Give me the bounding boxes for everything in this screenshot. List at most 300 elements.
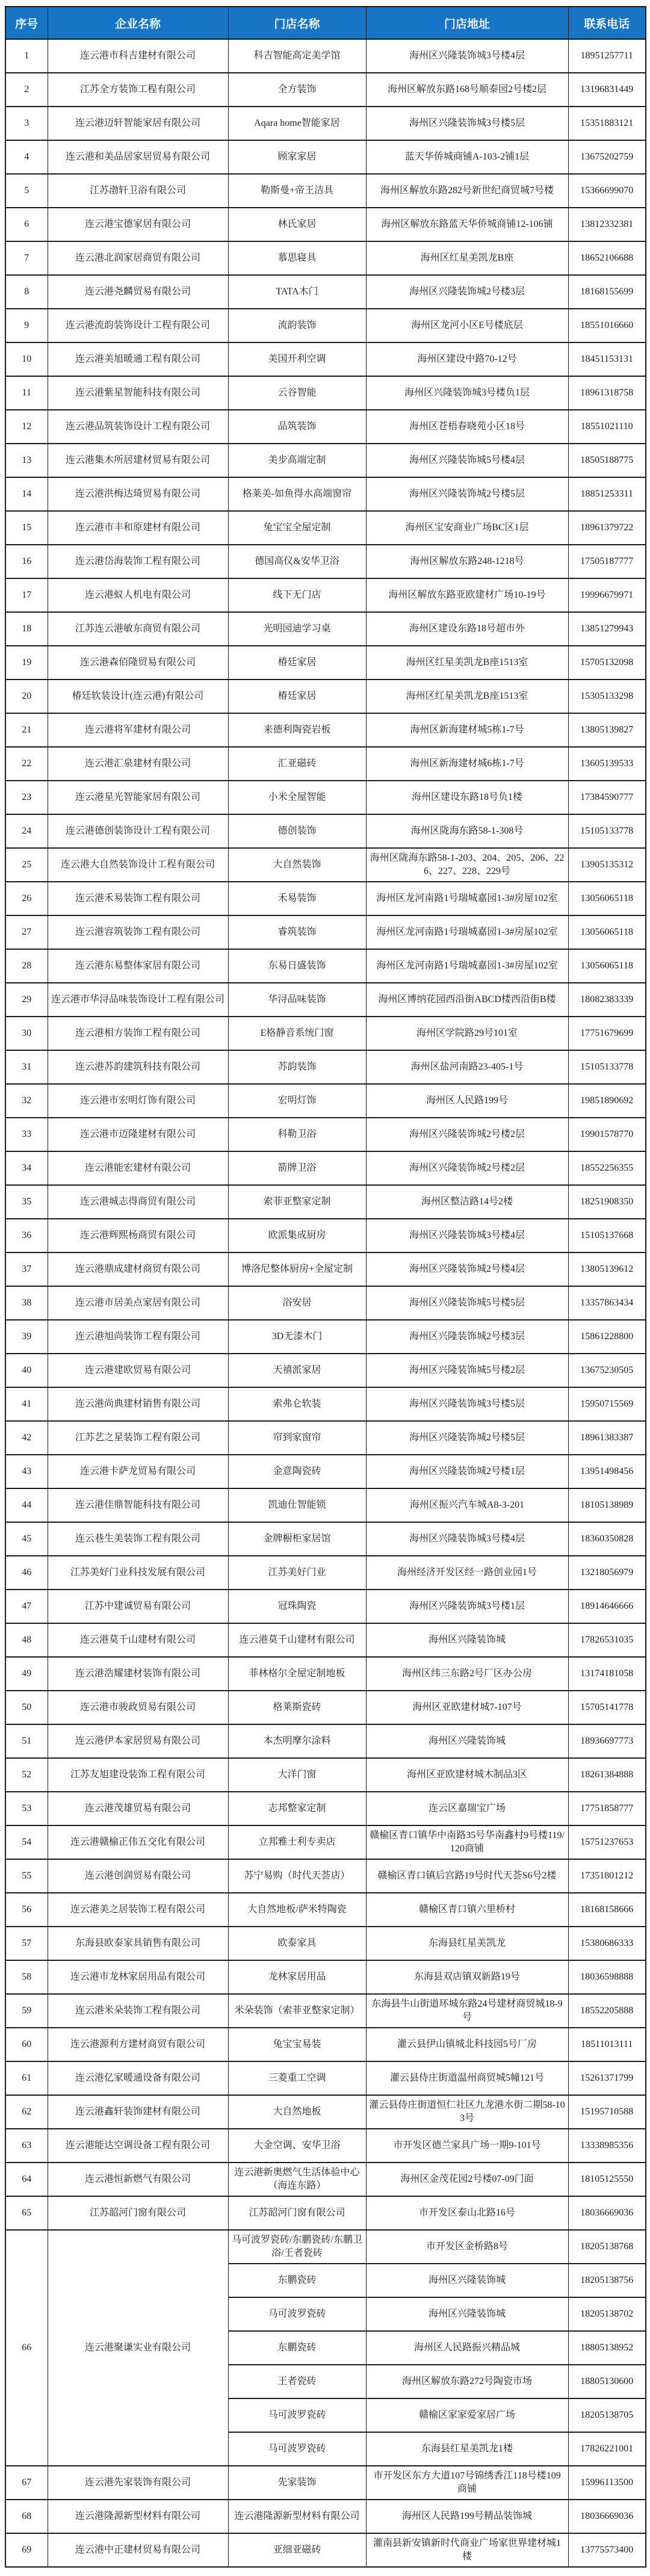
company-name-cell: 连云港创润贸易有限公司 (48, 1859, 228, 1893)
table-row (5, 1286, 646, 1320)
company-name-cell: 连云港市迈隆建材有限公司 (48, 1118, 228, 1151)
store-name-cell: 大自然地板/萨米特陶瓷 (228, 1893, 366, 1927)
phone-cell: 18451153131 (568, 342, 646, 376)
company-name-cell: 连云港市华浔品味装饰设计工程有限公司 (48, 983, 228, 1017)
row-number-cell: 44 (5, 1488, 48, 1522)
phone-cell: 13357863434 (568, 1286, 646, 1320)
store-name-cell: 宏明灯饰 (228, 1084, 366, 1118)
store-address-cell: 海州区兴隆装饰城3号楼5层 (366, 107, 568, 140)
store-address-cell: 海州区盐河南路23-405-1号 (366, 1050, 568, 1084)
store-name-cell: 金牌橱柜家居馆 (228, 1522, 366, 1556)
row-number-cell: 10 (5, 342, 48, 376)
phone-cell: 13675230505 (568, 1354, 646, 1387)
store-address-cell: 海州区苍梧春晓苑小区18号 (366, 410, 568, 444)
phone-cell: 13675202759 (568, 140, 646, 174)
store-address-cell: 海州区学院路29号101室 (366, 1017, 568, 1050)
table-row (5, 1724, 646, 1758)
store-address-cell: 海州区兴隆装饰城2号楼2层 (366, 1118, 568, 1151)
row-number-cell: 59 (5, 1994, 48, 2028)
company-name-cell: 连云港亿家暖通设备有限公司 (48, 2061, 228, 2095)
store-name-cell: 江苏美好门业 (228, 1556, 366, 1590)
store-name-cell: 欧泰家具 (228, 1927, 366, 1960)
phone-cell: 13056065118 (568, 882, 646, 915)
table-row (5, 342, 646, 376)
company-name-cell: 连云港米朵装饰工程有限公司 (48, 1994, 228, 2028)
store-address-cell: 海州区解放东路272号陶瓷市场 (366, 2365, 568, 2398)
store-address-cell: 海州区兴隆装饰城 (366, 2297, 568, 2331)
row-number-cell: 51 (5, 1724, 48, 1758)
row-number-cell: 69 (5, 2533, 48, 2567)
store-address-cell: 海州区兴隆装饰城5号楼2层 (366, 1354, 568, 1387)
phone-cell: 19851890692 (568, 1084, 646, 1118)
company-name-cell: 连云港市宏明灯饰有限公司 (48, 1084, 228, 1118)
company-name-cell: 连云港市丰和原建材有限公司 (48, 511, 228, 545)
row-number-cell: 39 (5, 1320, 48, 1354)
row-number-cell: 2 (5, 73, 48, 107)
phone-cell: 13851279943 (568, 612, 646, 646)
table-row (5, 140, 646, 174)
store-name-cell: 帘到家窗帘 (228, 1421, 366, 1455)
table-row (5, 1488, 646, 1522)
phone-cell: 15705141778 (568, 1691, 646, 1724)
table-row (5, 208, 646, 241)
table-row (5, 612, 646, 646)
phone-cell: 18251908350 (568, 1185, 646, 1219)
row-number-cell: 48 (5, 1623, 48, 1657)
row-number-cell: 37 (5, 1252, 48, 1286)
table-row (5, 1151, 646, 1185)
company-name-cell: 连云港建欧贸易有限公司 (48, 1354, 228, 1387)
store-address-cell: 海州区新海建材城6栋1-7号 (366, 747, 568, 781)
row-number-cell: 64 (5, 2163, 48, 2196)
store-address-cell: 海州区人民路199号精品装饰城 (366, 2500, 568, 2533)
store-name-cell: 凯迪仕智能锁 (228, 1488, 366, 1522)
row-number-cell: 21 (5, 713, 48, 747)
row-number-cell: 52 (5, 1758, 48, 1792)
table-row (5, 781, 646, 814)
table-row (5, 1960, 646, 1994)
row-number-cell: 50 (5, 1691, 48, 1724)
store-name-cell: 德国高仪&安华卫浴 (228, 545, 366, 578)
store-address-cell: 市开发区泰山北路16号 (366, 2196, 568, 2230)
store-address-cell: 市开发区东方大道107号锦绣香江118号楼109商铺 (366, 2466, 568, 2500)
store-name-cell: 箭牌卫浴 (228, 1151, 366, 1185)
store-address-cell: 赣榆区家家爱家居广场 (366, 2398, 568, 2432)
table-row (5, 410, 646, 444)
row-number-cell: 20 (5, 680, 48, 713)
store-name-cell: 江苏韶河门窗有限公司 (228, 2196, 366, 2230)
table-row (5, 1927, 646, 1960)
table-row (5, 1017, 646, 1050)
table-row (5, 1118, 646, 1151)
table-row (5, 1084, 646, 1118)
store-name-cell: 顾家家居 (228, 140, 366, 174)
store-address-cell: 海州区博纳花园西沿街ABCD楼西沿街B楼 (366, 983, 568, 1017)
row-number-cell: 36 (5, 1219, 48, 1252)
table-row (5, 1455, 646, 1488)
store-name-cell: E格静音系统门窗 (228, 1017, 366, 1050)
store-address-cell: 灌云县侍庄街道恒仁社区九龙港水街二期58-103号 (366, 2095, 568, 2129)
phone-cell: 18205138702 (568, 2297, 646, 2331)
phone-cell: 18961379722 (568, 511, 646, 545)
table-row (5, 174, 646, 208)
store-address-cell: 海州区纬三东路2号厂区办公房 (366, 1657, 568, 1691)
store-name-cell: 苏韵装饰 (228, 1050, 366, 1084)
row-number-cell: 11 (5, 376, 48, 410)
company-name-cell: 连云港集木所居建材贸易有限公司 (48, 444, 228, 477)
company-name-cell: 连云港相方装饰工程有限公司 (48, 1017, 228, 1050)
table-row (5, 1590, 646, 1623)
store-address-cell: 海州区兴隆装饰城3号楼4层 (366, 1219, 568, 1252)
phone-cell: 15351883121 (568, 107, 646, 140)
phone-cell: 19996679971 (568, 578, 646, 612)
company-name-cell: 连云港大自然装饰设计工程有限公司 (48, 848, 228, 882)
company-name-cell: 江苏美好门业科技发展有限公司 (48, 1556, 228, 1590)
table-row (5, 1354, 646, 1387)
phone-cell: 18652106688 (568, 241, 646, 275)
store-address-cell: 海州区兴隆装饰城 (366, 1623, 568, 1657)
phone-cell: 17351801212 (568, 1859, 646, 1893)
row-number-cell: 18 (5, 612, 48, 646)
store-address-cell: 东海县双店镇双新路19号 (366, 1960, 568, 1994)
row-number-cell: 42 (5, 1421, 48, 1455)
company-name-cell: 连云港品筑装饰设计工程有限公司 (48, 410, 228, 444)
store-address-cell: 海州区解放东路248-1218号 (366, 545, 568, 578)
phone-cell: 18914646666 (568, 1590, 646, 1623)
table-row (5, 107, 646, 140)
company-name-cell: 连云港美旭暖通工程有限公司 (48, 342, 228, 376)
table-row (5, 1859, 646, 1893)
row-number-cell: 63 (5, 2129, 48, 2163)
store-address-cell: 海州区红星美凯龙B座1513室 (366, 646, 568, 680)
row-number-cell: 30 (5, 1017, 48, 1050)
row-number-cell: 7 (5, 241, 48, 275)
row-number-cell: 60 (5, 2028, 48, 2061)
store-address-cell: 灌南县新安镇新时代商业广场家世界建材城1楼 (366, 2533, 568, 2567)
company-name-cell: 连云港鼎成建材商贸有限公司 (48, 1252, 228, 1286)
phone-cell: 15195710588 (568, 2095, 646, 2129)
store-name-cell: 苏宁易购（时代天荟店） (228, 1859, 366, 1893)
store-name-cell: 品筑装饰 (228, 410, 366, 444)
row-number-cell: 68 (5, 2500, 48, 2533)
company-name-cell: 江苏友旭建设装饰工程有限公司 (48, 1758, 228, 1792)
store-name-cell: 椿廷家居 (228, 646, 366, 680)
company-name-cell: 连云港浩耀建材装饰有限公司 (48, 1657, 228, 1691)
company-stores-table (5, 6, 646, 2568)
row-number-cell: 26 (5, 882, 48, 915)
table-row (5, 275, 646, 309)
table-row (5, 2500, 646, 2533)
store-name-cell: 科勒卫浴 (228, 1118, 366, 1151)
header-col-store-name: 门店名称 (228, 7, 366, 39)
table-row (5, 2129, 646, 2163)
row-number-cell: 6 (5, 208, 48, 241)
store-name-cell: 流韵装饰 (228, 309, 366, 342)
phone-cell: 15261371799 (568, 2061, 646, 2095)
row-number-cell: 8 (5, 275, 48, 309)
store-name-cell: 禾易装饰 (228, 882, 366, 915)
store-name-cell: 小米全屋智能 (228, 781, 366, 814)
company-name-cell: 连云港森佰隆贸易有限公司 (48, 646, 228, 680)
table-row (5, 1657, 646, 1691)
store-address-cell: 海州区宝安商业广场BC区1层 (366, 511, 568, 545)
company-name-cell: 连云港聚谦实业有限公司 (48, 2230, 228, 2466)
row-number-cell: 58 (5, 1960, 48, 1994)
row-number-cell: 47 (5, 1590, 48, 1623)
company-name-cell: 连云港东易整体家居有限公司 (48, 949, 228, 983)
company-name-cell: 连云港旭尚装饰工程有限公司 (48, 1320, 228, 1354)
company-name-cell: 连云港洪梅达琦贸易有限公司 (48, 477, 228, 511)
company-name-cell: 连云港苏韵建筑科技有限公司 (48, 1050, 228, 1084)
row-number-cell: 17 (5, 578, 48, 612)
table-row (5, 1623, 646, 1657)
table-row (5, 2163, 646, 2196)
store-name-cell: 志邦整家定制 (228, 1792, 366, 1825)
row-number-cell: 56 (5, 1893, 48, 1927)
phone-cell: 18205138768 (568, 2230, 646, 2264)
store-name-cell: TATA木门 (228, 275, 366, 309)
company-name-cell: 江苏中建诚贸易有限公司 (48, 1590, 228, 1623)
phone-cell: 18551021110 (568, 410, 646, 444)
store-name-cell: 金意陶瓷砖 (228, 1455, 366, 1488)
company-name-cell: 连云港佳鼎智能科技有限公司 (48, 1488, 228, 1522)
table-row (5, 848, 646, 882)
phone-cell: 18961318758 (568, 376, 646, 410)
store-address-cell: 连云区嘉瑞宝广场 (366, 1792, 568, 1825)
table-row (5, 1994, 646, 2028)
store-name-cell: 椿廷家居 (228, 680, 366, 713)
store-address-cell: 海州区兴隆装饰城2号楼3层 (366, 275, 568, 309)
table-row (5, 915, 646, 949)
store-address-cell: 海州区兴隆装饰城3号楼5层 (366, 1387, 568, 1421)
store-address-cell: 海州区建设中路70-12号 (366, 342, 568, 376)
store-address-cell: 东海县红星美凯龙1楼 (366, 2432, 568, 2466)
company-name-cell: 连云港伊本家居贸易有限公司 (48, 1724, 228, 1758)
table-row (5, 1758, 646, 1792)
header-col-index: 序号 (5, 7, 48, 39)
company-name-cell: 连云港能宏建材有限公司 (48, 1151, 228, 1185)
table-row (5, 814, 646, 848)
store-address-cell: 海州区解放东路亚欧建材广场10-19号 (366, 578, 568, 612)
company-name-cell: 江苏全方装饰工程有限公司 (48, 73, 228, 107)
store-name-cell: 来德利陶瓷岩板 (228, 713, 366, 747)
table-row (5, 1387, 646, 1421)
row-number-cell: 22 (5, 747, 48, 781)
phone-cell: 17826221001 (568, 2432, 646, 2466)
row-number-cell: 4 (5, 140, 48, 174)
company-name-cell: 连云港莫千山建材有限公司 (48, 1623, 228, 1657)
store-name-cell: 立邦雅士利专卖店 (228, 1825, 366, 1859)
table-row (5, 444, 646, 477)
store-address-cell: 海州区龙河南路1号瑞城嘉园1-3#房屋102室 (366, 915, 568, 949)
store-name-cell: 大自然地板 (228, 2095, 366, 2129)
store-address-cell: 海州区建设东路18号负1楼 (366, 781, 568, 814)
store-address-cell: 海州区解放东路168号顺泰园2号楼2层 (366, 73, 568, 107)
company-name-cell: 椿廷软装设计(连云港)有限公司 (48, 680, 228, 713)
store-name-cell: 光明园迪学习桌 (228, 612, 366, 646)
store-address-cell: 海州区亚欧建材城木制品3区 (366, 1758, 568, 1792)
table-row (5, 1050, 646, 1084)
row-number-cell: 29 (5, 983, 48, 1017)
store-name-cell: 三菱重工空调 (228, 2061, 366, 2095)
store-name-cell: 亚细亚磁砖 (228, 2533, 366, 2567)
table-row (5, 680, 646, 713)
table-row (5, 578, 646, 612)
store-address-cell: 海州区整洁路14号2楼 (366, 1185, 568, 1219)
store-address-cell: 海州区兴隆装饰城2号楼5层 (366, 477, 568, 511)
row-number-cell: 5 (5, 174, 48, 208)
store-name-cell: 天禧派家居 (228, 1354, 366, 1387)
store-name-cell: 马可波罗瓷砖 (228, 2432, 366, 2466)
table-row (5, 747, 646, 781)
row-number-cell: 1 (5, 39, 48, 73)
store-address-cell: 蓝天华侨城商铺A-103-2铺1层 (366, 140, 568, 174)
row-number-cell: 13 (5, 444, 48, 477)
row-number-cell: 14 (5, 477, 48, 511)
table-row (5, 646, 646, 680)
store-address-cell: 海州区兴隆装饰城3号楼4层 (366, 1522, 568, 1556)
store-name-cell: 东鹏瓷砖 (228, 2264, 366, 2297)
company-name-cell: 连云港茂雄贸易有限公司 (48, 1792, 228, 1825)
company-name-cell: 连云港星光智能家居有限公司 (48, 781, 228, 814)
phone-cell: 13056065118 (568, 915, 646, 949)
store-address-cell: 海州区人民路振兴精品城 (366, 2331, 568, 2365)
table-row (5, 309, 646, 342)
store-name-cell: 科吉智能高定美学馆 (228, 39, 366, 73)
company-name-cell: 连云港尚典建材销售有限公司 (48, 1387, 228, 1421)
table-row (5, 2061, 646, 2095)
phone-cell: 18205138705 (568, 2398, 646, 2432)
table-row (5, 949, 646, 983)
table-row (5, 713, 646, 747)
store-address-cell: 海州区兴隆装饰城2号楼3层 (366, 1320, 568, 1354)
table-row (5, 241, 646, 275)
store-address-cell: 市开发区金桥路8号 (366, 2230, 568, 2264)
store-name-cell: 马可波罗瓷砖 (228, 2398, 366, 2432)
table-row (5, 511, 646, 545)
company-name-cell: 连云港恒新燃气有限公司 (48, 2163, 228, 2196)
store-name-cell: 王者瓷砖 (228, 2365, 366, 2398)
store-address-cell: 海州区振兴汽车城A8-3-201 (366, 1488, 568, 1522)
store-name-cell: 勒斯曼+帝王洁具 (228, 174, 366, 208)
company-name-cell: 连云港汇泉建材有限公司 (48, 747, 228, 781)
company-name-cell: 连云港城志得商贸有限公司 (48, 1185, 228, 1219)
phone-cell: 13605139533 (568, 747, 646, 781)
store-name-cell: 睿筑装饰 (228, 915, 366, 949)
table-row (5, 545, 646, 578)
row-number-cell: 32 (5, 1084, 48, 1118)
phone-cell: 18360350828 (568, 1522, 646, 1556)
phone-cell: 13812332381 (568, 208, 646, 241)
company-name-cell: 连云港尧麟贸易有限公司 (48, 275, 228, 309)
company-name-cell: 连云港蚁人机电有限公司 (48, 578, 228, 612)
store-name-cell: 全方装饰 (228, 73, 366, 107)
store-address-cell: 海州区解放东路蓝天华侨城商铺12-106铺 (366, 208, 568, 241)
header-col-phone: 联系电话 (568, 7, 646, 39)
store-name-cell: Aqara home智能家居 (228, 107, 366, 140)
phone-cell: 13174181058 (568, 1657, 646, 1691)
phone-cell: 15366699070 (568, 174, 646, 208)
phone-cell: 15105137668 (568, 1219, 646, 1252)
table-row (5, 1522, 646, 1556)
row-number-cell: 43 (5, 1455, 48, 1488)
row-number-cell: 62 (5, 2095, 48, 2129)
table-row (5, 477, 646, 511)
phone-cell: 15950715569 (568, 1387, 646, 1421)
store-address-cell: 海州区兴隆装饰城5号楼5层 (366, 1286, 568, 1320)
store-address-cell: 海州区兴隆装饰城2号楼2层 (366, 1151, 568, 1185)
company-name-cell: 连云港北润家居商贸有限公司 (48, 241, 228, 275)
store-name-cell: 云谷智能 (228, 376, 366, 410)
table-row (5, 2466, 646, 2500)
company-name-cell: 连云港和美品居家居贸易有限公司 (48, 140, 228, 174)
table-row (5, 1185, 646, 1219)
store-address-cell: 海州区兴隆装饰城2号楼4层 (366, 1252, 568, 1286)
store-address-cell: 海州区兴隆装饰城 (366, 1724, 568, 1758)
company-name-cell: 连云港先家装饰有限公司 (48, 2466, 228, 2500)
store-address-cell: 海州区兴隆装饰城3号楼1层 (366, 1590, 568, 1623)
store-address-cell: 海州区陇海东路58-1-308号 (366, 814, 568, 848)
phone-cell: 18168158666 (568, 1893, 646, 1927)
store-address-cell: 东海县红星美凯龙 (366, 1927, 568, 1960)
phone-cell: 18961383387 (568, 1421, 646, 1455)
row-number-cell: 65 (5, 2196, 48, 2230)
store-name-cell: 浴安居 (228, 1286, 366, 1320)
phone-cell: 18036598888 (568, 1960, 646, 1994)
store-address-cell: 海州区亚欧建材城7-107号 (366, 1691, 568, 1724)
phone-cell: 13905135312 (568, 848, 646, 882)
company-name-cell: 江苏连云港敏东商贸有限公司 (48, 612, 228, 646)
table-body (5, 39, 646, 2567)
phone-cell: 15380686333 (568, 1927, 646, 1960)
company-name-cell: 连云港卡萨龙贸易有限公司 (48, 1455, 228, 1488)
store-name-cell: 格莱美-如鱼得水高端窗帘 (228, 477, 366, 511)
company-name-cell: 连云港市居美点家居有限公司 (48, 1286, 228, 1320)
phone-cell: 17751679699 (568, 1017, 646, 1050)
store-address-cell: 海州区兴隆装饰城 (366, 2264, 568, 2297)
table-row (5, 2028, 646, 2061)
row-number-cell: 16 (5, 545, 48, 578)
company-name-cell: 连云巷生美装饰工程有限公司 (48, 1522, 228, 1556)
store-name-cell: 大金空调、安华卫浴 (228, 2129, 366, 2163)
row-number-cell: 46 (5, 1556, 48, 1590)
phone-cell: 15861228800 (568, 1320, 646, 1354)
table-row (5, 1893, 646, 1927)
row-number-cell: 35 (5, 1185, 48, 1219)
row-number-cell: 66 (5, 2230, 48, 2466)
store-address-cell: 赣榆区青口镇华中南路35号华南鑫村9号楼119/120商铺 (366, 1825, 568, 1859)
phone-cell: 17751858777 (568, 1792, 646, 1825)
table-row (5, 2196, 646, 2230)
row-number-cell: 40 (5, 1354, 48, 1387)
company-name-cell: 连云港鑫轩装饰建材有限公司 (48, 2095, 228, 2129)
store-address-cell: 东海县牛山街道环城东路24号建材商贸城18-9号 (366, 1994, 568, 2028)
phone-cell: 15105133778 (568, 1050, 646, 1084)
store-address-cell: 市开发区德兰家具广场一期9-101号 (366, 2129, 568, 2163)
phone-cell: 17384590777 (568, 781, 646, 814)
company-name-cell: 连云港辉熙杨商贸有限公司 (48, 1219, 228, 1252)
row-number-cell: 23 (5, 781, 48, 814)
phone-cell: 13805139612 (568, 1252, 646, 1286)
store-address-cell: 海州区龙河小区E号楼底层 (366, 309, 568, 342)
phone-cell: 18936697773 (568, 1724, 646, 1758)
table-row (5, 1556, 646, 1590)
store-name-cell: 华浔品味装饰 (228, 983, 366, 1017)
table-row (5, 1421, 646, 1455)
store-name-cell: 龙林家居用品 (228, 1960, 366, 1994)
company-name-cell: 连云港能达空调设备工程有限公司 (48, 2129, 228, 2163)
store-name-cell: 博洛尼整体厨房+全屋定制 (228, 1252, 366, 1286)
